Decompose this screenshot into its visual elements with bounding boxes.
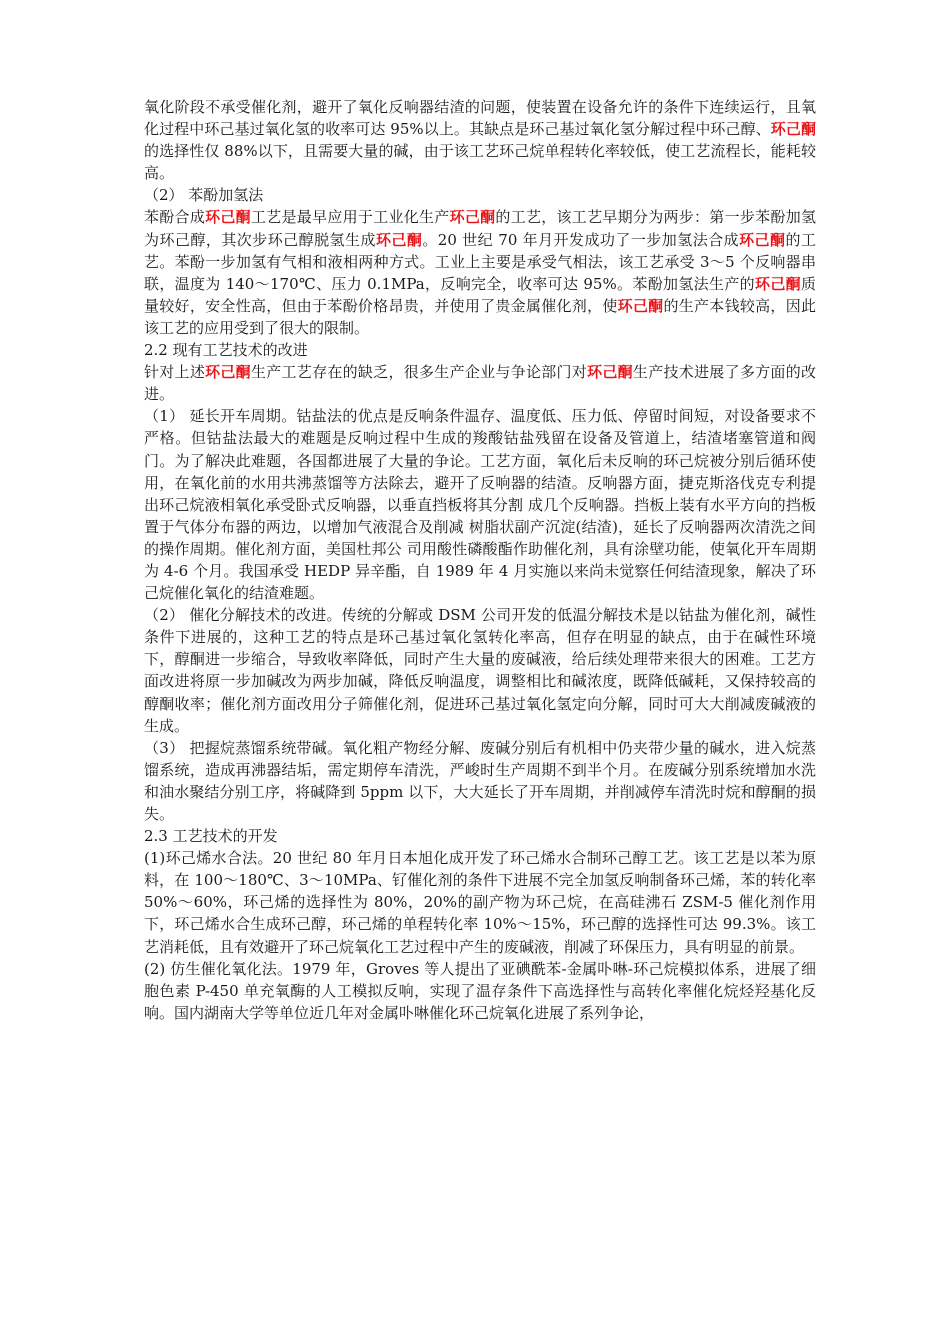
para-extend-cycle (144, 405, 816, 604)
text-segment: 工艺是最早应用于工业化生产 (250, 208, 450, 227)
text-segment: （1） 延长开车周期。钴盐法的优点是反响条件温存、温度低、压力低、停留时间短，对设备要求不严格。但钴盐法最大的难题是反响过程中生成的羧酸钴盐残留在设备及管道上，结渣堵塞管道和阀门。为了解决此难题，各国都进展了大量的争论。工艺方面，氧化后未反响的环己烷被分别后循环使用，在氧化前的水用共沸蒸馏等方法除去，避开了反响器的结渣。反响器方面，捷克斯洛伐克专利提出环己烷液相氧化承受卧式反响器，以垂直挡板将其分割 成几个反响器。挡板上装有水平方向的挡板置于气体分布器的两边，以增加气液混合及削减 树脂状副产沉淀(结渣)，延长了反响器两次清洗之间的操作周期。催化剂方面，美国杜邦公 司用酸性磷酸酯作助催化剂，具有涂壁功能，使氧化开车周期为 4-6 个月。我国承受 HEDP 异辛酯，自 1989 年 4 月实施以来尚未觉察任何结渣现象，解决了环己烷催化氧化的结渣难题。 (144, 407, 816, 603)
document-page (144, 96, 816, 1024)
text-segment: 的工艺。苯酚一步加氢有气相和液相两种方式。工业上主要是承受气相法，该工艺承受 3～5 个反响器串联，温度为 140～170℃、压力 0.1MPa，反响完全，收率可达 95%。苯酚加氢法生产的 (144, 230, 816, 293)
text-segment: （2） 催化分解技术的改进。传统的分解或 DSM 公司开发的低温分解技术是以钴盐为催化剂，碱性条件下进展的，这种工艺的特点是环己基过氧化氢转化率高，但存在明显的缺点，由于在碱性环境下，醇酮进一步缩合，导致收率降低，同时产生大量的废碱液，给后续处理带来很大的困难。工艺方面改进将原一步加碱改为两步加碱，降低反响温度，调整相比和碱浓度，既降低碱耗，又保持较高的醇酮收率；催化剂方面改用分子筛催化剂，促进环己基过氧化氢定向分解，同时可大大削减废碱液的生成。 (144, 606, 816, 735)
keyword-highlight: 环己酮 (739, 230, 786, 249)
heading-text: 2.2 现有工艺技术的改进 (144, 341, 308, 360)
heading-text: 2.3 工艺技术的开发 (144, 827, 278, 846)
heading-2-2 (144, 339, 816, 361)
keyword-highlight: 环己酮 (770, 120, 816, 139)
text-segment: 的生产本钱较高，因此该工艺的应用受到了很大的限制。 (144, 296, 816, 337)
heading-phenol-hydrogenation (144, 184, 816, 206)
para-catalytic-decomposition (144, 604, 816, 737)
keyword-highlight: 环己酮 (205, 363, 251, 382)
text-segment: 的工艺，该工艺早期分为两步：第一步苯酚加氢为环己醇，其次步环己醇脱氢生成 (144, 208, 816, 249)
text-segment: (2) 仿生催化氧化法。1979 年，Groves 等人提出了亚碘酰苯-金属卟啉-环己烷模拟体系，进展了细胞色素 P-450 单充氧酶的人工模拟反响，实现了温存条件下高选择性与高转化率催化烷烃羟基化反响。国内湖南大学等单位近几年对金属卟啉催化环己烷氧化进展了系列争论， (144, 959, 816, 1022)
text-segment: 。20 世纪 70 年月开发成功了一步加氢法合成 (422, 230, 740, 249)
keyword-highlight: 环己酮 (449, 208, 496, 227)
keyword-highlight: 环己酮 (205, 208, 251, 227)
text-segment: 的选择性仅 88%以下，且需要大量的碱，由于该工艺环己烷单程转化率较低，使工艺流程长，能耗较高。 (144, 142, 816, 183)
para-alkane-distillation (144, 737, 816, 825)
text-segment: 生产工艺存在的缺乏，很多生产企业与争论部门对 (250, 363, 588, 382)
text-segment: 针对上述 (144, 363, 206, 382)
para-biomimetic (144, 958, 816, 1024)
para-phenol-hydrogenation (144, 206, 816, 339)
text-segment: 氧化阶段不承受催化剂，避开了氧化反响器结渣的问题，使装置在设备允许的条件下连续运行，且氧化过程中环己基过氧化氢的收率可达 95%以上。其缺点是环己基过氧化氢分解过程中环己醇、 (144, 98, 816, 139)
text-segment: 苯酚合成 (144, 208, 206, 227)
heading-2-3 (144, 825, 816, 847)
text-segment: （3） 把握烷蒸馏系统带碱。氧化粗产物经分解、废碱分别后有机相中仍夹带少量的碱水，进入烷蒸馏系统，造成再沸器结垢，需定期停车清洗，严峻时生产周期不到半个月。在废碱分别系统增加水洗和油水聚结分别工序，将碱降到 5ppm 以下，大大延长了开车周期，并削减停车清洗时烷和醇酮的损失。 (144, 738, 816, 823)
keyword-highlight: 环己酮 (375, 230, 423, 249)
para-improvement-intro (144, 361, 816, 405)
para-oxidation-stage (144, 96, 816, 184)
para-hydration (144, 847, 816, 957)
keyword-highlight: 环己酮 (617, 296, 664, 315)
keyword-highlight: 环己酮 (755, 274, 801, 293)
heading-text: （2） 苯酚加氢法 (144, 186, 264, 205)
text-segment: (1)环己烯水合法。20 世纪 80 年月日本旭化成开发了环己烯水合制环己醇工艺。该工艺是以苯为原料，在 100～180℃、3～10MPa、钌催化剂的条件下进展不完全加氢反响制备环己烯，苯的转化率 50%～60%，环己烯的选择性为 80%，20%的副产物为环己烷，在高硅沸石 ZSM-5 催化剂作用下，环己烯水合生成环己醇，环己烯的单程转化率 10%～15%，环己醇的选择性可达 99.3%。该工艺消耗低，且有效避开了环己烷氧化工艺过程中产生的废碱液，削减了环保压力，具有明显的前景。 (144, 849, 816, 956)
text-segment: 生产技术进展了多方面的改进。 (144, 363, 816, 404)
text-segment: 质量较好，安全性高，但由于苯酚价格昂贵，并使用了贵金属催化剂，使 (144, 274, 816, 315)
keyword-highlight: 环己酮 (587, 363, 633, 382)
